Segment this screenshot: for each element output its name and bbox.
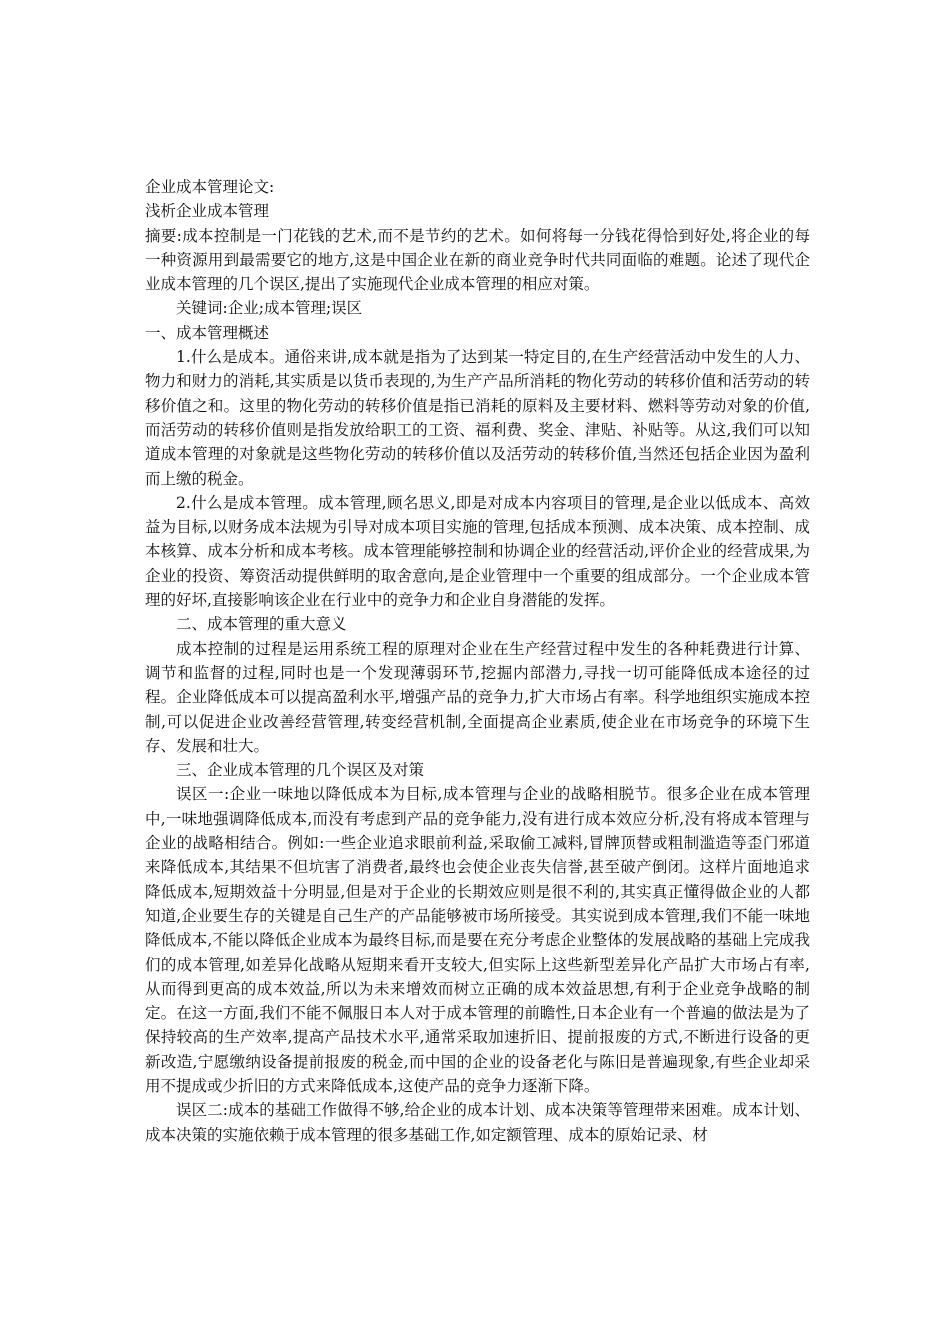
- document-body: [145, 175, 810, 1147]
- section-1-paragraph-1: 1.什么是成本。通俗来讲,成本就是指为了达到某一特定目的,在生产经营活动中发生的人力、物力和财力的消耗,其实质是以货币表现的,为生产产品所消耗的物化劳动的转移价值和活劳动的转移价值之和。这里的物化劳动的转移价值是指已消耗的原料及主要材料、燃料等劳动对象的价值,而活劳动的转移价值则是指发放给职工的工资、福利费、奖金、津贴、补贴等。从这,我们可以知道成本管理的对象就是这些物化劳动的转移价值以及活劳动的转移价值,当然还包括企业因为盈利而上缴的税金。: [145, 348, 810, 488]
- keywords-line: 关键词:企业;成本管理;误区: [176, 299, 363, 318]
- document-title: 浅析企业成本管理: [145, 202, 270, 221]
- section-1-heading: 一、成本管理概述: [145, 323, 270, 342]
- section-2-paragraph-1: 成本控制的过程是运用系统工程的原理对企业在生产经营过程中发生的各种耗费进行计算、调节和监督的过程,同时也是一个发现薄弱环节,挖掘内部潜力,寻找一切可能降低成本途径的过程。企业降低成本可以提高盈利水平,增强产品的竞争力,扩大市场占有率。科学地组织实施成本控制,可以促进企业改善经营管理,转变经营机制,全面提高企业素质,使企业在市场竞争的环境下生存、发展和壮大。: [145, 639, 810, 755]
- abstract-paragraph: 摘要:成本控制是一门花钱的艺术,而不是节约的艺术。如何将每一分钱花得恰到好处,将企业的每一种资源用到最需要它的地方,这是中国企业在新的商业竞争时代共同面临的难题。论述了现代企业成本管理的几个误区,提出了实施现代企业成本管理的相应对策。: [145, 226, 810, 294]
- section-1-paragraph-2: 2.什么是成本管理。成本管理,顾名思义,即是对成本内容项目的管理,是企业以低成本、高效益为目标,以财务成本法规为引导对成本项目实施的管理,包括成本预测、成本决策、成本控制、成本核算、成本分析和成本考核。成本管理能够控制和协调企业的经营活动,评价企业的经营成果,为企业的投资、筹资活动提供鲜明的取舍意向,是企业管理中一个重要的组成部分。一个企业成本管理的好坏,直接影响该企业在行业中的竞争力和企业自身潜能的发挥。: [145, 493, 810, 610]
- section-3-paragraph-1: 误区一:企业一味地以降低成本为目标,成本管理与企业的战略相脱节。很多企业在成本管理中,一味地强调降低成本,而没有考虑到产品的竞争能力,没有进行成本效应分析,没有将成本管理与企业的战略相结合。例如:一些企业追求眼前利益,采取偷工减料,冒牌顶替或粗制滥造等歪门邪道来降低成本,其结果不但坑害了消费者,最终也会使企业丧失信誉,甚至破产倒闭。这样片面地追求降低成本,短期效益十分明显,但是对于企业的长期效应则是很不利的,其实真正懂得做企业的人都知道,企业要生存的关键是自己生产的产品能够被市场所接受。其实说到成本管理,我们不能一味地降低成本,不能以降低企业成本为最终目标,而是要在充分考虑企业整体的发展战略的基础上完成我们的成本管理,如差异化战略从短期来看开支较大,但实际上这些新型差异化产品扩大市场占有率,从而得到更高的成本效益,所以为未来增效而树立正确的成本效益思想,有利于企业竞争战略的制定。在这一方面,我们不能不佩服日本人对于成本管理的前瞻性,日本企业有一个普遍的做法是为了保持较高的生产效率,提高产品技术水平,通常采取加速折旧、提前报废的方式,不断进行设备的更新改造,宁愿缴纳设备提前报废的税金,而中国的企业的设备老化与陈旧是普遍现象,有些企业却采用不提成或少折旧的方式来降低成本,这使产品的竞争力逐渐下降。: [145, 785, 810, 1095]
- section-3-paragraph-2: 误区二:成本的基础工作做得不够,给企业的成本计划、成本决策等管理带来困难。成本计划、成本决策的实施依赖于成本管理的很多基础工作,如定额管理、成本的原始记录、材: [145, 1101, 810, 1144]
- document-label: 企业成本管理论文:: [145, 178, 275, 196]
- section-2-heading: 二、成本管理的重大意义: [176, 615, 347, 634]
- section-3-heading: 三、企业成本管理的几个误区及对策: [176, 761, 425, 780]
